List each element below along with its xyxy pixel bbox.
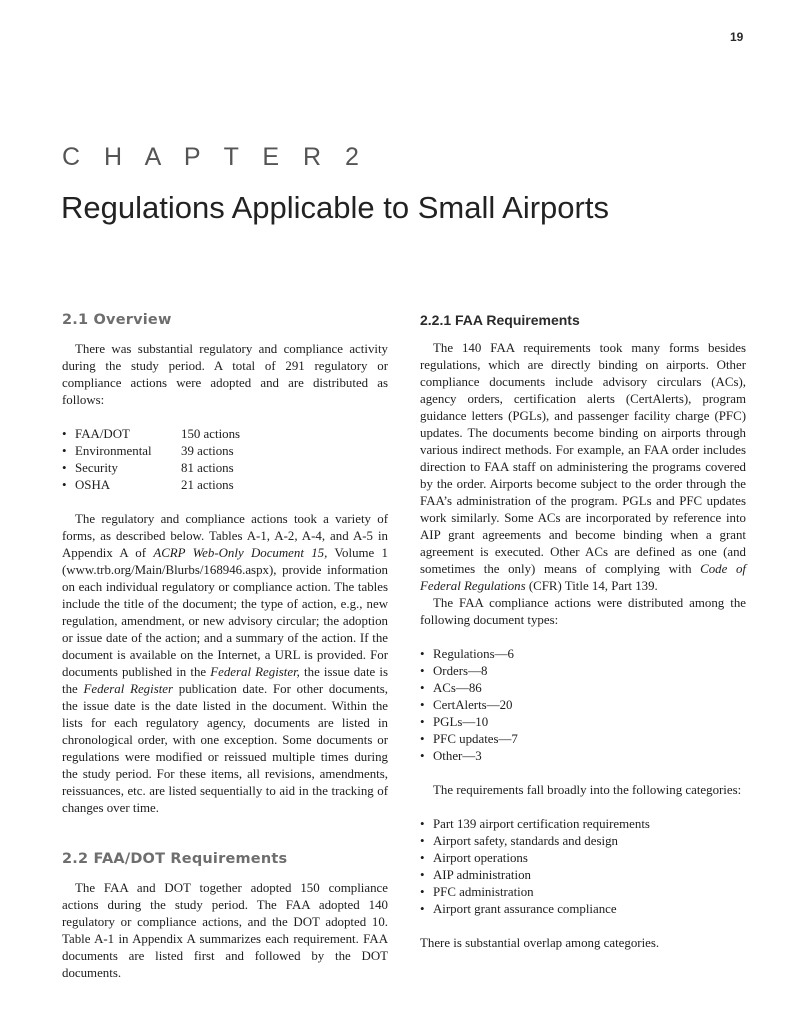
list-item bbox=[62, 443, 388, 460]
text-run: The regulatory and compliance actions took a variety of forms, as described below. Tables A-1, A-2, A-4, and A-5 in Appendix A of bbox=[62, 512, 388, 560]
subsection-heading-faa-requirements: 2.2.1 FAA Requirements bbox=[420, 312, 580, 328]
text-run: The 140 FAA requirements took many forms besides regulations, which are directly binding on airports. Other compliance documents include advisory circulars (ACs), agency orders, certification alerts (CertAlerts), program guidance letters (PGLs), and passenger facility charge (PFC) updates. The documents become binding on airports through various indirect methods. For example, an FAA order includes direction to FAA staff on administering the programs covered by the order. Airports become subject to the order through the FAA’s administration of the program. PGLs and PFC updates work similarly. Some ACs are incorporated by reference into AIP grant agreements and become binding when a grant agreement is executed. Other ACs are defined as one (and sometimes the only) means of complying with bbox=[420, 341, 746, 576]
list-item: • Regulations—6 bbox=[420, 646, 746, 663]
action-distribution-list bbox=[62, 426, 388, 494]
cfr-italic: Code of Federal Regulations bbox=[420, 562, 746, 593]
list-item: • Airport grant assurance compliance bbox=[420, 901, 746, 918]
action-category: FAA/DOT bbox=[75, 427, 130, 441]
document-title-italic: ACRP Web-Only Document 15, bbox=[153, 546, 328, 560]
right-column bbox=[420, 312, 746, 952]
list-item: • PFC administration bbox=[420, 884, 746, 901]
closing-sentence: There is substantial overlap among categories. bbox=[420, 936, 660, 950]
action-count: 39 actions bbox=[181, 444, 234, 458]
text-run: Volume 1 (www.trb.org/Main/Blurbs/168946.aspx), provide information on each individual regulatory or compliance action. The tables include the title of the document; the type of action, e.g., new regulation, amendment, or new advisory circular; the adoption or issue date of the action; and a summary of the action. If the document is available on the Internet, a URL is provided. For documents published in the bbox=[62, 546, 388, 679]
text-run: publication date. For other documents, the issue date is the date listed in the document. Within the lists for each regulatory agency, documents are listed in chronological order, with one exception. Some documents or regulations were modified or reissued multiple times during the study period. For these items, all revisions, amendments, reissuances, etc. are listed sequentially to aid in the tracking of changes over time. bbox=[62, 682, 388, 815]
action-count: 150 actions bbox=[181, 427, 241, 441]
list-item bbox=[62, 477, 388, 494]
section-heading-overview: 2.1 Overview bbox=[62, 312, 172, 328]
list-item: • PGLs—10 bbox=[420, 714, 746, 731]
action-category: OSHA bbox=[75, 478, 111, 492]
document-types-intro: The FAA compliance actions were distributed among the following document types: bbox=[420, 596, 746, 627]
list-item: • Part 139 airport certification requirements bbox=[420, 816, 746, 833]
list-item: • Airport safety, standards and design bbox=[420, 833, 746, 850]
action-category: Security bbox=[75, 461, 118, 475]
left-column bbox=[62, 312, 388, 982]
action-category: Environmental bbox=[75, 444, 152, 458]
categories-list bbox=[420, 816, 746, 918]
chapter-label: C H A P T E R 2 bbox=[62, 143, 368, 171]
faa-requirements-paragraph bbox=[420, 340, 746, 595]
page-number: 19 bbox=[730, 30, 744, 44]
list-item bbox=[62, 460, 388, 477]
overview-intro-paragraph: There was substantial regulatory and compliance activity during the study period. A total of 291 regulatory or compliance actions were adopted and are distributed as follows: bbox=[62, 342, 388, 407]
federal-register-italic: Federal Register, bbox=[210, 665, 300, 679]
faa-dot-paragraph: The FAA and DOT together adopted 150 compliance actions during the study period. The FAA adopted 140 regulatory or compliance actions, and the DOT adopted 10. Table A-1 in Appendix A summarizes each requirement. FAA documents are listed first and followed by the DOT documents. bbox=[62, 881, 388, 980]
section-heading-faa-dot: 2.2 FAA/DOT Requirements bbox=[62, 851, 288, 867]
action-count: 21 actions bbox=[181, 478, 234, 492]
list-item: • Airport operations bbox=[420, 850, 746, 867]
list-item: • PFC updates—7 bbox=[420, 731, 746, 748]
categories-intro: The requirements fall broadly into the following categories: bbox=[433, 783, 742, 797]
list-item: • CertAlerts—20 bbox=[420, 697, 746, 714]
federal-register-italic: Federal Register bbox=[83, 682, 174, 696]
text-run: the issue date is the bbox=[62, 665, 388, 696]
document-types-list bbox=[420, 646, 746, 765]
list-item bbox=[62, 426, 388, 443]
list-item: • ACs—86 bbox=[420, 680, 746, 697]
text-run: (CFR) Title 14, Part 139. bbox=[525, 579, 658, 593]
list-item: • Orders—8 bbox=[420, 663, 746, 680]
chapter-title: Regulations Applicable to Small Airports bbox=[61, 190, 609, 225]
list-item: • Other—3 bbox=[420, 748, 746, 765]
action-count: 81 actions bbox=[181, 461, 234, 475]
forms-paragraph bbox=[62, 511, 388, 817]
list-item: • AIP administration bbox=[420, 867, 746, 884]
